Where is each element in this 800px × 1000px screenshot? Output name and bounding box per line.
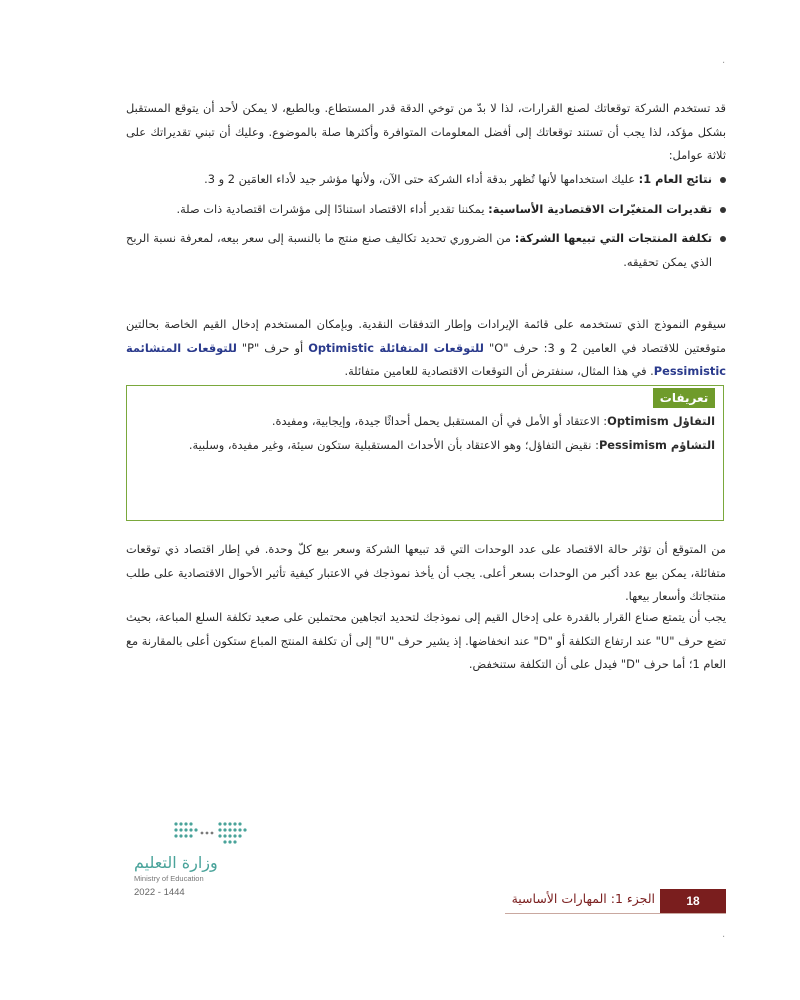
ministry-logo	[126, 818, 256, 898]
economy-paragraph: من المتوقع أن تؤثر حالة الاقتصاد على عدد الوحدات التي قد تبيعها الشركة وسعر بيع كلّ وحدة. في إطار اقتصاد ذي توقعات متفائلة، يمكن بيع عدد أكبر من الوحدات بسعر أعلى. يجب أن يأخذ نموذجك في الاعتبار كيفية تأثير الأحوال الاقتصادية على طلب منتجاتك وأسعار بيعها.	[126, 542, 726, 603]
bullet-term: تقديرات المتغيّرات الاقتصادية الأساسية:	[488, 201, 712, 216]
model-paragraph	[126, 313, 726, 384]
bullet-term: نتائج العام 1:	[638, 172, 712, 186]
pessimistic-term: للتوقعات المتشائمة Pessimistic	[126, 340, 726, 378]
definition-term: التفاؤل Optimism	[607, 414, 715, 428]
logo-year: 2022 - 1444	[134, 887, 185, 898]
footer-divider	[505, 913, 726, 914]
definitions-box	[126, 385, 724, 521]
list-item	[126, 168, 726, 192]
logo-arabic-text: وزارة التعليم	[134, 853, 218, 872]
list-item	[126, 198, 726, 222]
intro-paragraph: قد تستخدم الشركة توقعاتك لصنع القرارات، لذا لا بدّ من توخي الدقة قدر المستطاع. وبالطبع، لا يمكن لأحد أن يتوقع المستقبل بشكل مؤكد، لذا يجب أن تستند توقعاتك إلى أفضل المعلومات المتوافرة وأكثرها صلة بالموضوع. وعليك أن تبني تقديراتك على ثلاثة عوامل:	[126, 101, 726, 162]
logo-english-text: Ministry of Education	[134, 874, 204, 883]
factors-list	[126, 168, 726, 280]
definition-item	[135, 410, 715, 434]
bullet-text: من الضروري تحديد تكاليف صنع منتج ما بالنسبة إلى سعر بيعه، لمعرفة نسبة الربح الذي يمكن تحقيقه.	[126, 231, 712, 269]
page-number: 18	[660, 889, 726, 913]
definition-term: التشاؤم Pessimism	[598, 437, 715, 452]
bullet-text: يمكننا تقدير أداء الاقتصاد استنادًا إلى مؤشرات اقتصادية ذات صلة.	[176, 201, 489, 216]
definition-text: : الاعتقاد أو الأمل في أن المستقبل يحمل أحداثًا جيدة، وإيجابية، ومفيدة.	[271, 414, 608, 428]
model-text-3: . في هذا المثال، سنفترض أن التوقعات الاقتصادية للعامين متفائلة.	[344, 364, 654, 378]
definitions-heading: تعريفات	[653, 388, 715, 408]
definitions-body	[135, 410, 715, 457]
corner-mark-top: ·	[722, 58, 726, 69]
corner-mark-bottom: ·	[722, 932, 726, 943]
optimistic-term: للتوقعات المتفائلة Optimistic	[308, 340, 484, 355]
model-text-1: سيقوم النموذج الذي تستخدمه على قائمة الإيرادات وإطار التدفقات النقدية. وبإمكان المستخدم إدخال القيم الخاصة بحالتين متوقعتين للاقتصاد في العامين 2 و 3: حرف "O"	[126, 317, 726, 355]
definition-item	[135, 434, 715, 458]
footer-title: الجزء 1: المهارات الأساسية	[511, 891, 655, 906]
bullet-term: تكلفة المنتجات التي تبيعها الشركة:	[514, 231, 712, 245]
cost-paragraph: يجب أن يتمتع صناع القرار بالقدرة على إدخال القيم إلى نموذجك لتحديد اتجاهين محتملين على صعيد تكلفة السلع المباعة، بحيث تضع حرف "U" عند ارتفاع التكلفة أو "D" عند انخفاضها. إذ يشير حرف "U" إلى أن تكلفة المنتج المباع ستكون أعلى بالمقارنة مع العام 1؛ أما حرف "D" فيدل على أن التكلفة ستنخفض.	[126, 610, 727, 671]
model-text-2: أو حرف "P"	[236, 340, 309, 355]
definition-text: : نقيض التفاؤل؛ وهو الاعتقاد بأن الأحداث المستقبلية ستكون سيئة، وغير مفيدة، وسلبية.	[188, 437, 599, 452]
list-item	[126, 227, 726, 274]
bullet-text: عليك استخدامها لأنها تُظهر بدقة أداء الشركة حتى الآن، ولأنها مؤشر جيد لأداء العامَين 2 و 3.	[204, 172, 639, 186]
logo-dots-icon	[172, 818, 252, 848]
